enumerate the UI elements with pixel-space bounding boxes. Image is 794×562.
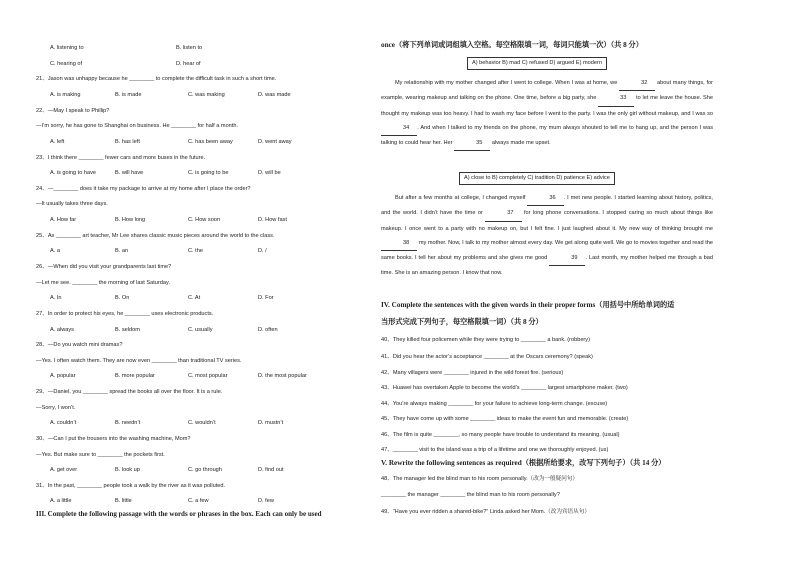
answer-option[interactable]: B. little	[115, 498, 132, 504]
answer-option[interactable]: C. most popular	[188, 373, 228, 379]
question-line: —Yes. I often watch them. They are now even ________ than traditional TV series.	[36, 358, 242, 364]
answer-option[interactable]: D. was made	[258, 92, 291, 98]
answer-option[interactable]: B. is made	[115, 92, 142, 98]
blank-33[interactable]: 33	[598, 91, 634, 106]
answer-option[interactable]: B. will have	[115, 170, 144, 176]
question-line: 28、—Do you watch mini dramas?	[36, 342, 123, 348]
blank-34[interactable]: 34	[381, 121, 417, 136]
answer-option[interactable]: B. has left	[115, 139, 140, 145]
answer-option[interactable]: B. look up	[115, 467, 140, 473]
answer-option[interactable]: D. mustn’t	[258, 420, 284, 426]
answer-option[interactable]: A. listening to	[50, 45, 84, 51]
question-line: —Yes. But make sure to ________ the pockets first.	[36, 452, 165, 458]
word-form-question[interactable]: 40、They killed four policemen while they were trying to ________ a bank. (robbery)	[381, 337, 590, 343]
answer-option[interactable]: A. left	[50, 139, 65, 145]
answer-option[interactable]: C. wouldn’t	[188, 420, 216, 426]
answer-option[interactable]: A. is going to have	[50, 170, 97, 176]
answer-option[interactable]: D. the most popular	[258, 373, 307, 379]
section-4-heading-line2: 当形式完成下列句子，每空格限填一词）（共 8 分）	[381, 318, 543, 326]
answer-option[interactable]: C. has been away	[188, 139, 233, 145]
passage-text: to let me leave the house. She thought my makeup was too heavy. I had to wash my face before I went to the party. I was the only girl without makeup, and I was so	[381, 95, 713, 117]
word-form-question[interactable]: 45、They have come up with some ________ ideas to make the event fun and memorable. (create)	[381, 416, 629, 422]
answer-option[interactable]: B. On	[115, 295, 130, 301]
word-form-question[interactable]: 44、You’re always making ________ for your failure to achieve long-term change. (excuse)	[381, 401, 608, 407]
passage-paragraph-2	[381, 191, 713, 281]
answer-option[interactable]: D. will be	[258, 170, 281, 176]
passage-text: for long phone conversations. I stopped caring so much about things like makeup. I once went to a party with no makeup on, but I felt fine. I just laughed about it. My new way of thinking brought me	[381, 210, 713, 232]
passage-text: always made me upset.	[490, 140, 551, 147]
question-line: —Sorry, I won’t.	[36, 405, 76, 411]
blank-38[interactable]: 38	[381, 236, 417, 251]
answer-option[interactable]: A. popular	[50, 373, 76, 379]
answer-option[interactable]: B. How long	[115, 217, 146, 223]
question-line: —I’m sorry, he has gone to Shanghai on business. He ________ for half a month.	[36, 123, 239, 129]
question-line: 31、In the past, ________ people took a walk by the river as it was polluted.	[36, 483, 226, 489]
word-form-question[interactable]: 42、Many villagers were ________ injured in the wild forest fire. (serious)	[381, 370, 564, 376]
section-5-heading: V. Rewrite the following sentences as required（根据所给要求，改写下列句子）（共 14 分）	[381, 459, 666, 467]
answer-option[interactable]: B. seldom	[115, 327, 140, 333]
answer-option[interactable]: C. go through	[188, 467, 222, 473]
question-line: 25、As ________ art teacher, Mr Lee shares classic music pieces around the world to the class.	[36, 233, 275, 239]
passage-text: . Last month, my mother helped me through a bad time. She is an amazing person. I know that now.	[381, 255, 713, 277]
blank-35[interactable]: 35	[454, 136, 490, 151]
question-line: 24、—________ does it take my package to arrive at my home after I place the order?	[36, 186, 251, 192]
answer-option[interactable]: D. went away	[258, 139, 292, 145]
passage-text: . And when I talked to my friends on the phone, my mum always shouted to tell me to hang up, and the person I was talking to could hear her. Her	[381, 124, 713, 147]
answer-option[interactable]: C. At	[188, 295, 201, 301]
rewrite-question[interactable]: 49、“Have you ever ridden a shared-bike?” Linda asked her Mom.（改为宾语从句）	[381, 509, 590, 515]
word-form-question[interactable]: 46、The film is quite ________, so many people have trouble to understand its meaning. (usual)	[381, 432, 620, 438]
answer-option[interactable]: C. How soon	[188, 217, 221, 223]
blank-37[interactable]: 37	[485, 206, 521, 221]
word-box-1: A) behavior B) mad C) refused D) argued E) modern	[467, 57, 607, 70]
word-form-question[interactable]: 41、Did you hear the actor’s acceptance ________ at the Oscars ceremony? (speak)	[381, 354, 593, 360]
answer-option[interactable]: C. hearing of	[50, 61, 83, 67]
answer-option[interactable]: A. a little	[50, 498, 72, 504]
answer-option[interactable]: D. often	[258, 327, 278, 333]
section-4-heading-line1: IV. Complete the sentences with the given words in their proper forms（用括号中所给单词的适	[381, 301, 675, 309]
rewrite-question[interactable]: ________ the manager ________ the blind man to his room personally?	[381, 492, 560, 498]
question-line: 22、—May I speak to Phillip?	[36, 108, 110, 114]
question-line: 21、Jason was unhappy because he ________ to complete the difficult task in such a short time.	[36, 76, 277, 82]
blank-39[interactable]: 39	[549, 251, 585, 266]
answer-option[interactable]: B. an	[115, 248, 129, 254]
rewrite-question[interactable]: 48、The manager led the blind man to his room personally.（改为一般疑问句）	[381, 476, 578, 482]
blank-32[interactable]: 32	[619, 76, 655, 91]
question-line: 30、—Can I put the trousers into the washing machine, Mom?	[36, 436, 191, 442]
answer-option[interactable]: A. get over	[50, 467, 78, 473]
section-3-continuation: once（将下列单词或词组填入空格。每空格限填一词，每词只能填一次）（共 8 分）	[381, 41, 643, 49]
question-line: 23、I think there ________ fewer cars and more buses in the future.	[36, 155, 206, 161]
passage-text: . I met new people. I started learning about history, politics, and the world. I didn’t have the time or	[381, 195, 713, 217]
answer-option[interactable]: A. couldn’t	[50, 420, 77, 426]
word-box-2: A) close to B) completely C) tradition D) patience E) advice	[459, 172, 615, 185]
answer-option[interactable]: C. the	[188, 248, 203, 254]
answer-option[interactable]: A. always	[50, 327, 74, 333]
question-line: —It usually takes three days.	[36, 201, 108, 207]
answer-option[interactable]: D. find out	[258, 467, 284, 473]
blank-36[interactable]: 36	[527, 191, 563, 206]
passage-text: about many things, for example, wearing makeup and talking on the phone. One time, before a big party, she	[381, 80, 713, 102]
answer-option[interactable]: B. more popular	[115, 373, 155, 379]
passage-paragraph-1	[381, 76, 713, 151]
answer-option[interactable]: D. few	[258, 498, 274, 504]
answer-option[interactable]: A. In	[50, 295, 62, 301]
answer-option[interactable]: C. was making	[188, 92, 225, 98]
word-form-question[interactable]: 47、________ visit to the island was a trip of a lifetime and one we thoroughly enjoyed. (us)	[381, 447, 609, 453]
word-form-question[interactable]: 43、Huawei has overtaken Apple to become the world’s ________ largest smartphone maker. (two)	[381, 385, 628, 391]
answer-option[interactable]: D. How fast	[258, 217, 287, 223]
answer-option[interactable]: D. hear of	[176, 61, 201, 67]
section-3-heading: III. Complete the following passage with the words or phrases in the box. Each can only be used	[36, 510, 322, 518]
question-line: 29、—Daniel, you ________ spread the books all over the floor. It is a rule.	[36, 389, 223, 395]
answer-option[interactable]: C. is going to be	[188, 170, 229, 176]
passage-text: But after a few months at college, I changed myself	[395, 195, 528, 201]
question-line: 27、In order to protect his eyes, he ________ uses electronic products.	[36, 311, 214, 317]
answer-option[interactable]: B. listen to	[176, 45, 203, 51]
answer-option[interactable]: D. /	[258, 248, 267, 254]
answer-option[interactable]: C. a few	[188, 498, 209, 504]
answer-option[interactable]: D. For	[258, 295, 274, 301]
question-line: —Let me see. ________ the morning of last Saturday.	[36, 280, 170, 286]
answer-option[interactable]: B. needn’t	[115, 420, 141, 426]
answer-option[interactable]: A. is making	[50, 92, 81, 98]
passage-text: my mother. Now, I talk to my mother almost every day. We get along quite well. We go to movies together and read the same books. I tell her about my problems and she gives me good	[381, 239, 713, 262]
question-line: 26、—When did you visit your grandparents last time?	[36, 264, 172, 270]
answer-option[interactable]: A. How far	[50, 217, 77, 223]
answer-option[interactable]: A. a	[50, 248, 60, 254]
answer-option[interactable]: C. usually	[188, 327, 213, 333]
passage-text: My relationship with my mother changed after I went to college. When I was at home, we	[395, 80, 620, 86]
